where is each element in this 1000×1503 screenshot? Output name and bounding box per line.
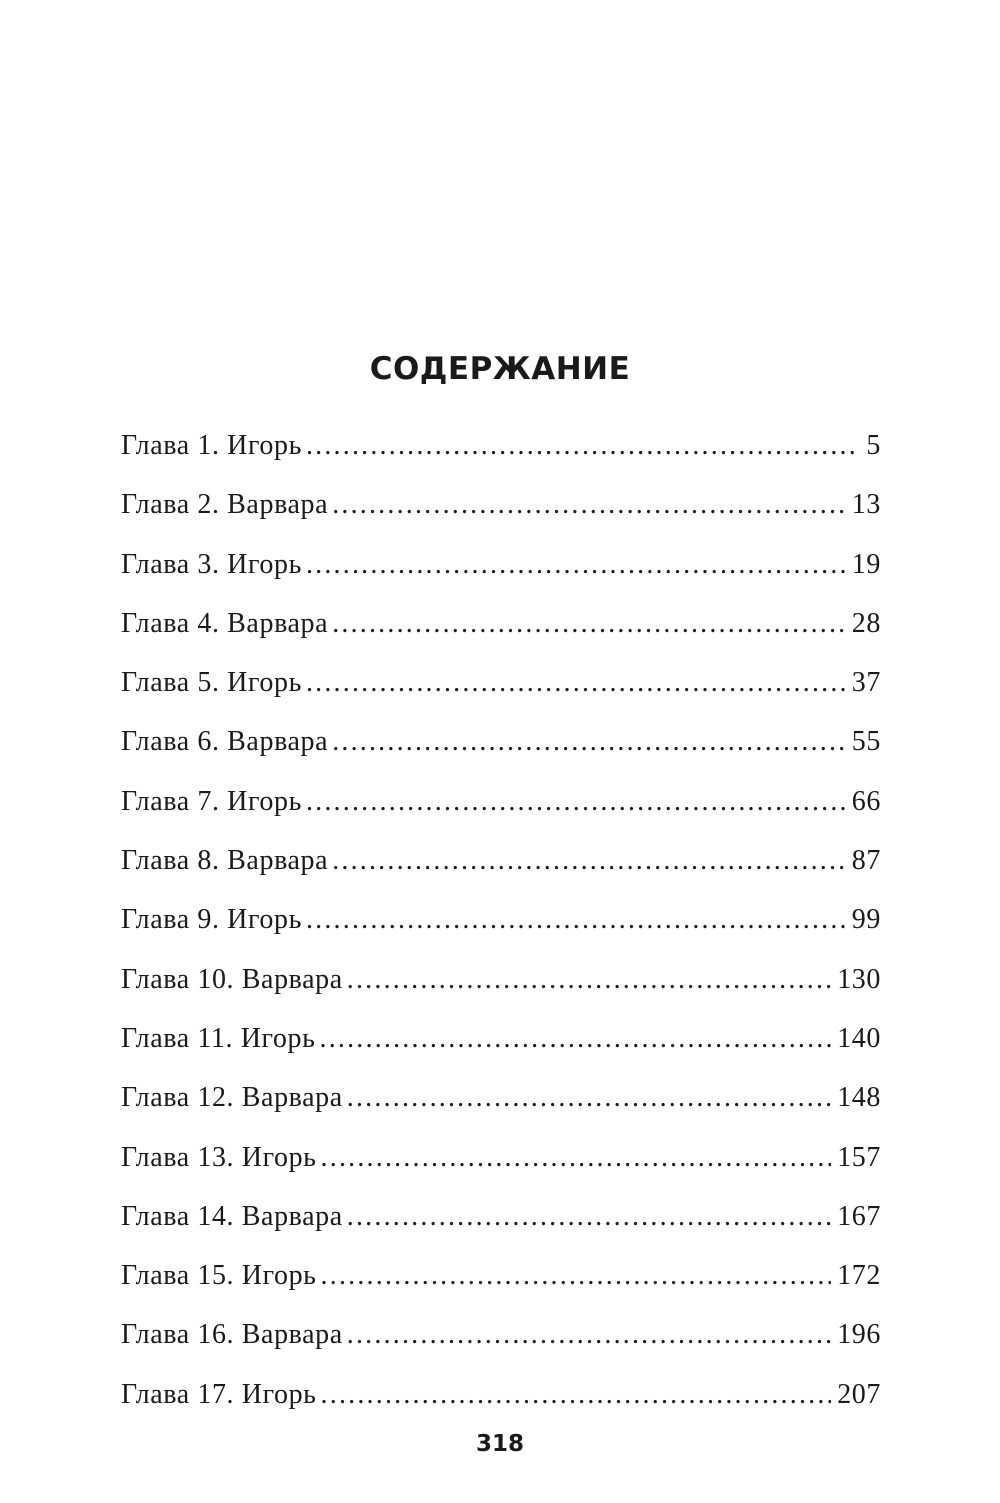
toc-entry-page: 55 [851,726,881,758]
toc-dot-leader [347,1068,831,1127]
toc-entry-label: Глава 11. Игорь [121,1022,316,1054]
toc-dot-leader [306,535,846,594]
toc-dot-leader [332,831,846,890]
toc-entry-page: 28 [851,607,881,639]
toc-entry-page: 37 [851,667,881,699]
toc-dot-leader [320,1009,832,1068]
toc-dot-leader [332,475,846,534]
toc-entry [121,594,881,653]
toc-entry-label: Глава 15. Игорь [121,1260,317,1292]
toc-entry-label: Глава 4. Варвара [121,607,329,639]
toc-entry-page: 130 [837,963,881,995]
toc-entry-label: Глава 16. Варвара [121,1319,343,1351]
toc-entry [121,1187,881,1246]
toc-entry [121,950,881,1009]
toc-entry-label: Глава 13. Игорь [121,1141,317,1173]
toc-entry-label: Глава 8. Варвара [121,845,329,877]
toc-dot-leader [321,1246,832,1305]
toc-entry [121,772,881,831]
toc-dot-leader [321,1365,832,1424]
toc-entry-page: 172 [837,1260,881,1292]
toc-entry [121,1365,881,1424]
toc-entry-page: 99 [851,904,881,936]
toc-entry-label: Глава 17. Игорь [121,1378,317,1410]
toc-entry [121,1305,881,1364]
table-of-contents [121,416,881,1424]
toc-entry-label: Глава 7. Игорь [121,785,302,817]
toc-dot-leader [347,1305,831,1364]
toc-entry-page: 196 [837,1319,881,1351]
toc-entry [121,1246,881,1305]
toc-dot-leader [347,950,831,1009]
toc-entry [121,475,881,534]
toc-entry-label: Глава 6. Варвара [121,726,329,758]
toc-entry-label: Глава 10. Варвара [121,963,343,995]
toc-entry-label: Глава 1. Игорь [121,430,302,461]
toc-entry-label: Глава 5. Игорь [121,667,302,699]
toc-entry-page: 140 [837,1022,881,1054]
toc-entry [121,1068,881,1127]
toc-dot-leader [332,594,846,653]
toc-entry-page: 19 [851,548,881,580]
toc-entry [121,712,881,771]
toc-entry-page: 66 [851,785,881,817]
page-number: 318 [475,1431,524,1457]
toc-entry-label: Глава 2. Варвара [121,489,329,521]
toc-entry-page: 5 [866,430,881,461]
toc-entry-page: 157 [837,1141,881,1173]
toc-dot-leader [306,890,846,949]
toc-entry-label: Глава 9. Игорь [121,904,302,936]
toc-entry [121,535,881,594]
toc-entry [121,1009,881,1068]
toc-entry [121,653,881,712]
toc-dot-leader [306,416,860,475]
toc-entry [121,890,881,949]
toc-dot-leader [306,772,846,831]
toc-entry [121,416,881,475]
toc-entry-page: 13 [851,489,881,521]
toc-entry-page: 148 [837,1082,881,1114]
toc-entry [121,1128,881,1187]
toc-dot-leader [321,1128,832,1187]
toc-dot-leader [347,1187,831,1246]
page-title: СОДЕРЖАНИЕ [369,351,631,387]
toc-dot-leader [306,653,846,712]
toc-entry-label: Глава 12. Варвара [121,1082,343,1114]
toc-entry-page: 167 [837,1200,881,1232]
toc-entry-page: 207 [837,1378,881,1410]
toc-entry-page: 87 [851,845,881,877]
toc-entry [121,831,881,890]
toc-entry-label: Глава 3. Игорь [121,548,302,580]
toc-entry-label: Глава 14. Варвара [121,1200,343,1232]
toc-dot-leader [332,712,846,771]
